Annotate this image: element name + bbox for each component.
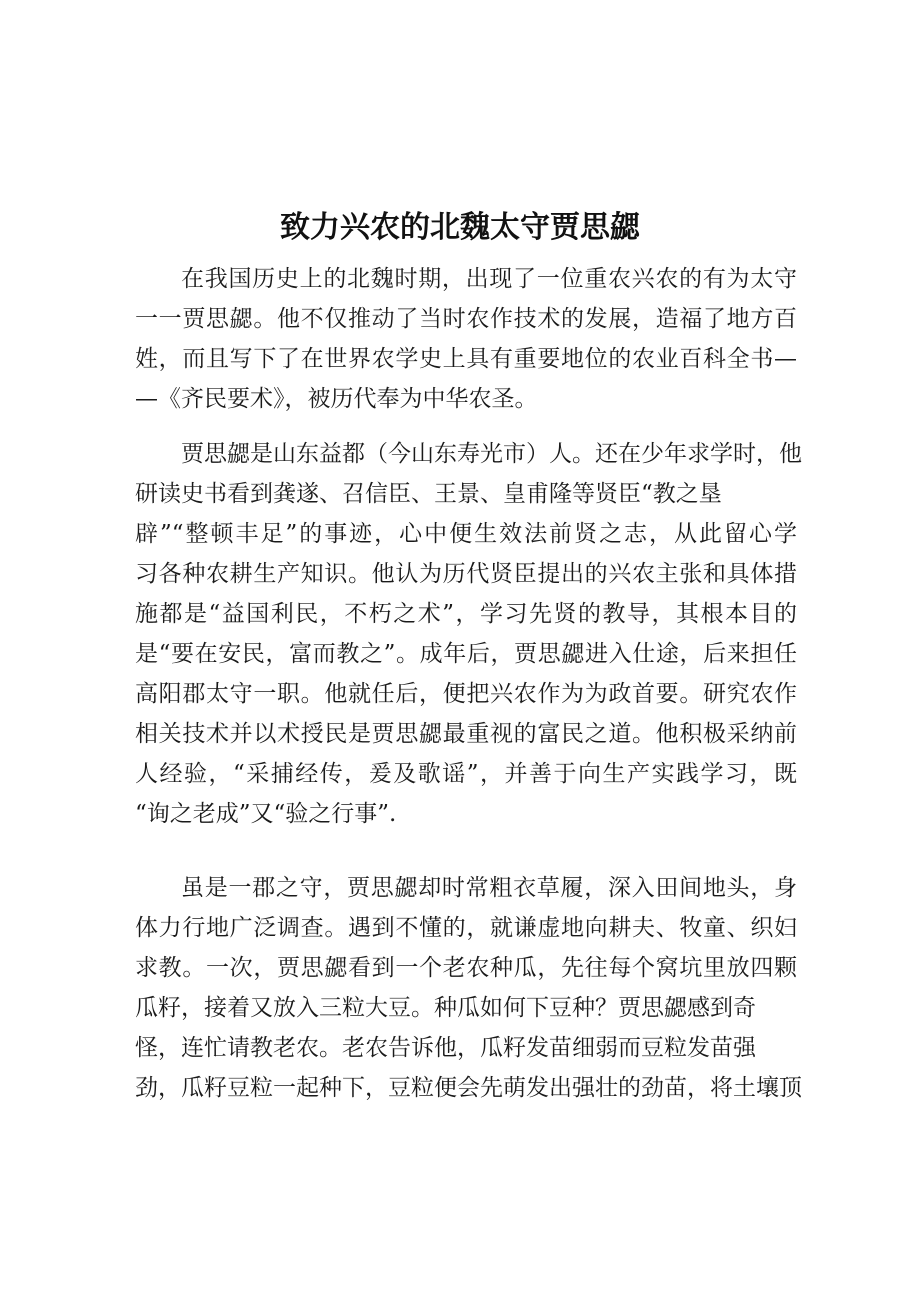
text-line: 人经验，“采捕经传，爰及歌谣”，并善于向生产实践学习，既: [135, 761, 797, 787]
text-line: 高阳郡太守一职。他就任后，便把兴农作为为政首要。研究农作: [135, 681, 797, 707]
text-line: 姓，而且写下了在世界农学史上具有重要地位的农业百科全书—: [135, 346, 797, 372]
text-line: 虽是一郡之守，贾思勰却时常粗衣草履，深入田间地头，身: [181, 875, 797, 901]
text-line: “询之老成”又“验之行事”.: [135, 801, 397, 827]
text-line: 辟”“整顿丰足”的事迹，心中便生效法前贤之志，从此留心学: [135, 521, 797, 547]
text-line: 一一贾思勰。他不仅推动了当时农作技术的发展，造福了地方百: [135, 306, 797, 332]
text-line: 瓜籽，接着又放入三粒大豆。种瓜如何下豆种？贾思勰感到奇: [135, 995, 756, 1021]
text-line: 习各种农耕生产知识。他认为历代贤臣提出的兴农主张和具体措: [135, 561, 797, 587]
text-line: 研读史书看到龚遂、召信臣、王景、皇甫隆等贤臣“教之垦: [135, 481, 722, 507]
text-line: 体力行地广泛调查。遇到不懂的，就谦虚地向耕夫、牧童、织妇: [135, 915, 797, 941]
paragraph-3: [135, 868, 802, 1108]
document-title: 致力兴农的北魏太守贾思勰: [280, 210, 640, 245]
paragraph-1: [135, 259, 797, 419]
text-line: 求教。一次，贾思勰看到一个老农种瓜，先往每个窝坑里放四颗: [135, 955, 797, 981]
text-line: 相关技术并以术授民是贾思勰最重视的富民之道。他积极采纳前: [135, 721, 797, 747]
paragraph-2: [135, 434, 802, 834]
text-line: 施都是“益国利民，不朽之术”，学习先贤的教导，其根本目的: [135, 601, 797, 627]
text-line: 劲，瓜籽豆粒一起种下，豆粒便会先萌发出强壮的劲苗，将土壤顶: [135, 1075, 802, 1101]
text-line: 在我国历史上的北魏时期，出现了一位重农兴农的有为太守: [181, 266, 797, 292]
text-line: 是“要在安民，富而教之”。成年后，贾思勰进入仕途，后来担任: [135, 641, 797, 667]
text-line: 贾思勰是山东益都（今山东寿光市）人。还在少年求学时，他: [181, 441, 802, 467]
text-line: 怪，连忙请教老农。老农告诉他，瓜籽发苗细弱而豆粒发苗强: [135, 1035, 756, 1061]
text-line: —《齐民要术》，被历代奉为中华农圣。: [135, 386, 538, 412]
